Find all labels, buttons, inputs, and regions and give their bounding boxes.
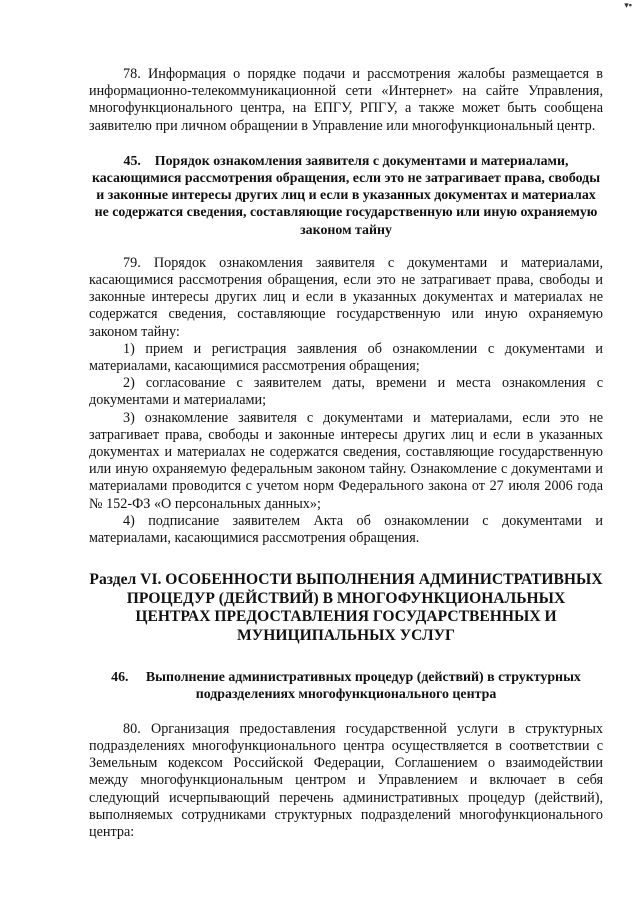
section-6-heading: Раздел VI. ОСОБЕННОСТИ ВЫПОЛНЕНИЯ АДМИНИСТРАТИВНЫХ ПРОЦЕДУР (ДЕЙСТВИЙ) В МНОГОФУНКЦИОНАЛЬНЫХ ЦЕНТРАХ ПРЕДОСТАВЛЕНИЯ ГОСУДАРСТВЕННЫХ И МУНИЦИПАЛЬНЫХ УСЛУГ: [89, 571, 603, 644]
heading-45-number: 45.: [123, 153, 141, 169]
heading-46: [89, 669, 603, 703]
list-item-79-2: 2) согласование с заявителем даты, времени и места ознакомления с документами и материалами;: [89, 375, 603, 409]
heading-46-text: Выполнение административных процедур (действий) в структурных подразделениях многофункционального центра: [145, 670, 581, 703]
list-item-79-4: 4) подписание заявителем Акта об ознакомлении с документами и материалами, касающимися рассмотрения обращения.: [89, 512, 603, 547]
paragraph-80: 80. Организация предоставления государственной услуги в структурных подразделениях многофункционального центра осуществляется в соответствии с Земельным кодексом Российской Федерации, Соглашением о взаимодействии между многофункциональным центром и Управлением и включает в себя следующий исчерпывающий перечень административных процедур (действий), выполняемых сотрудниками структурных подразделений многофункционального центра:: [89, 720, 603, 840]
corner-scan-mark: ▾▪: [624, 0, 632, 10]
list-item-79-1: 1) прием и регистрация заявления об ознакомлении с документами и материалами, касающимися рассмотрения обращения;: [89, 340, 603, 375]
paragraph-79: 79. Порядок ознакомления заявителя с документами и материалами, касающимися рассмотрения обращения, если это не затрагивает права, свободы и законные интересы других лиц и если в указанных документах и материалах не содержатся сведения, составляющие государственную или иную охраняемую законом тайну:: [89, 254, 603, 340]
paragraph-78: 78. Информация о порядке подачи и рассмотрения жалобы размещается в информационно-телекоммуникационной сети «Интернет» на сайте Управления, многофункционального центра, на ЕПГУ, РПГУ, а также может быть сообщена заявителю при личном обращении в Управление или многофункциональный центр.: [89, 66, 603, 134]
page-content: [89, 66, 603, 841]
heading-45: [89, 153, 603, 239]
list-item-79-3: 3) ознакомление заявителя с документами и материалами, если это не затрагивает права, свободы и законные интересы других лиц и если в указанных документах и материалах не содержатся сведения, составляющие государственную или иную охраняемую федеральным законом тайну. Ознакомление с документами и материалами проводится с учетом норм Федерального закона от 27 июля 2006 года № 152-ФЗ «О персональных данных»;: [89, 409, 603, 512]
heading-46-number: 46.: [111, 670, 129, 686]
heading-45-text: Порядок ознакомления заявителя с документами и материалами, касающимися рассмотрения обращения, если это не затрагивает права, свободы и законные интересы других лиц и если в указанных документах и материалах не содержатся сведения, составляющие государственную или иную охраняемую законом тайну: [91, 153, 601, 238]
